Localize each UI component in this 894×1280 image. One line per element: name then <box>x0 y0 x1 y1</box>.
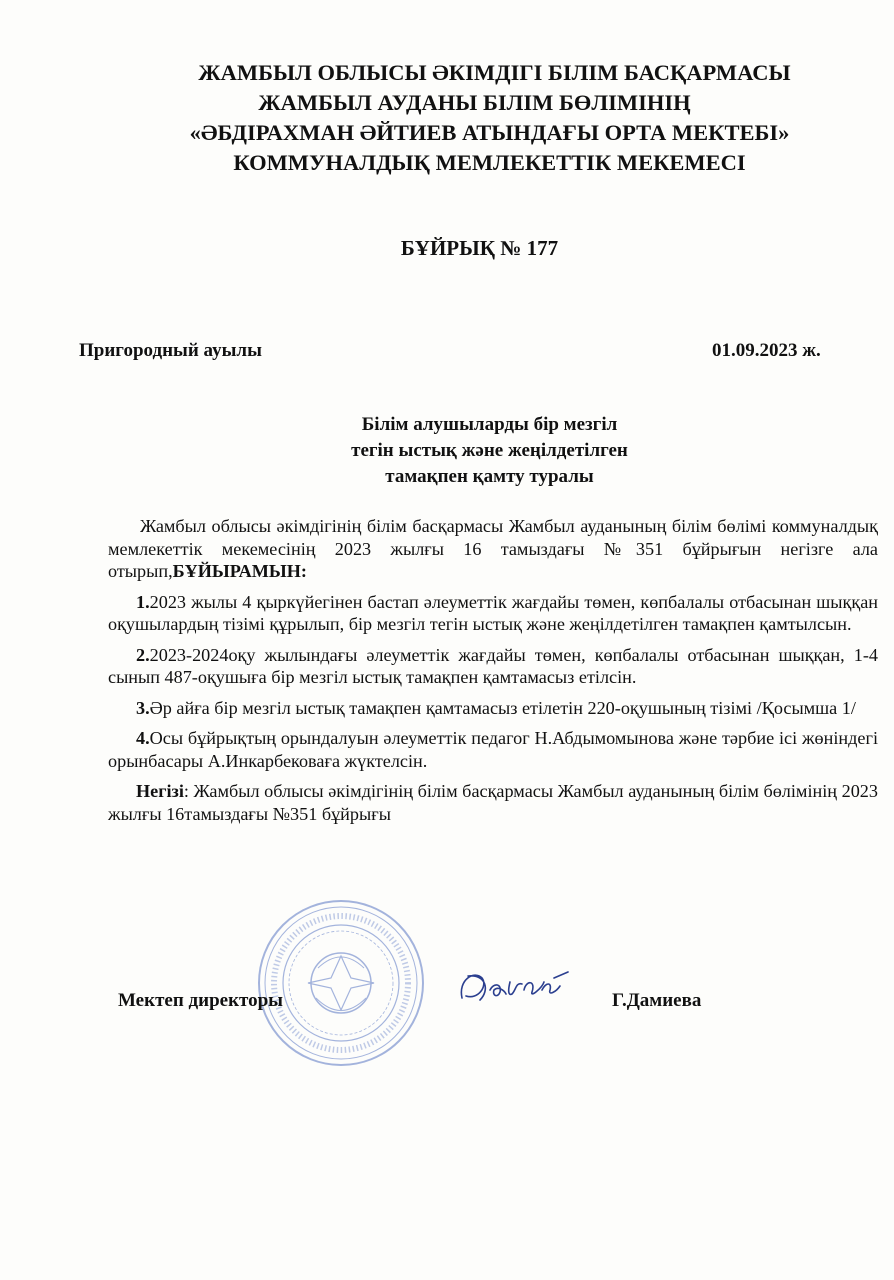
document-header <box>0 58 894 178</box>
header-line-1: ЖАМБЫЛ ОБЛЫСЫ ӘКІМДІГІ БІЛІМ БАСҚАРМАСЫ <box>198 60 791 85</box>
subject-line-3: тамақпен қамту туралы <box>385 466 594 487</box>
item-2 <box>108 644 878 689</box>
header-line-3: «ӘБДІРАХМАН ӘЙТИЕВ АТЫНДАҒЫ ОРТА МЕКТЕБІ» <box>189 120 790 145</box>
subject-line-2: тегін ыстық және жеңілдетілген <box>351 440 628 461</box>
order-date: 01.09.2023 ж. <box>712 340 821 361</box>
intro-text: Жамбыл облысы әкімдігінің білім басқармасы Жамбыл ауданының білім бөлімі коммуналдық мемлекеттік мекемесінің 2023 жылғы 16 тамыздағы №351 бұйрығын негізге ала отырып, <box>108 516 878 581</box>
place: Пригородный ауылы <box>79 340 262 361</box>
basis-label: Негізі <box>136 781 184 801</box>
item-3 <box>108 697 878 720</box>
signature-block <box>0 990 894 1020</box>
basis-paragraph <box>108 780 878 825</box>
director-label: Мектеп директоры <box>118 990 284 1011</box>
order-body <box>108 515 878 833</box>
item-3-text: Әр айға бір мезгіл ыстық тамақпен қамтамасыз етілетін 220-оқушының тізімі /Қосымша 1/ <box>149 697 856 718</box>
intro-paragraph <box>108 515 878 583</box>
subject-line-1: Білім алушыларды бір мезгіл <box>361 414 618 435</box>
item-3-number: 3. <box>136 697 150 718</box>
director-name: Г.Дамиева <box>612 990 702 1011</box>
item-1-text: 2023 жылы 4 қыркүйегінен бастап әлеуметтік жағдайы төмен, көпбалалы отбасынан шыққан оқушылардың тізімі құрылып, бір мезгіл тегін ыстық және жеңілдетілген тамақпен қамтылсын. <box>108 591 878 634</box>
item-4-number: 4. <box>136 728 150 748</box>
order-subject <box>0 412 894 490</box>
header-line-4: КОММУНАЛДЫҚ МЕМЛЕКЕТТІК МЕКЕМЕСІ <box>233 150 746 175</box>
item-4 <box>108 727 878 772</box>
item-2-text: 2023-2024оқу жылындағы әлеуметтік жағдайы төмен, көпбалалы отбасынан шыққан, 1-4 сынып 487-оқушыға бір мезгіл ыстық тамақпен қамтамасыз етілсін. <box>108 644 878 687</box>
basis-text: : Жамбыл облысы әкімдігінің білім басқармасы Жамбыл ауданының білім бөлімінің 2023 жылғы 16тамыздағы №351 бұйрығы <box>108 781 878 824</box>
item-1 <box>108 591 878 636</box>
item-1-number: 1. <box>136 591 150 612</box>
item-4-text: Осы бұйрықтың орындалуын әлеуметтік педагог Н.Абдымомынова және тәрбие ісі жөніндегі орынбасары А.Инкарбековаға жүктелсін. <box>108 728 878 771</box>
item-2-number: 2. <box>136 644 150 665</box>
intro-bold: БҰЙЫРАМЫН: <box>172 561 307 581</box>
header-line-2: ЖАМБЫЛ АУДАНЫ БІЛІМ БӨЛІМІНІҢ <box>258 90 691 115</box>
official-seal-icon <box>256 898 426 1068</box>
order-number: БҰЙРЫҚ № 177 <box>400 236 559 260</box>
